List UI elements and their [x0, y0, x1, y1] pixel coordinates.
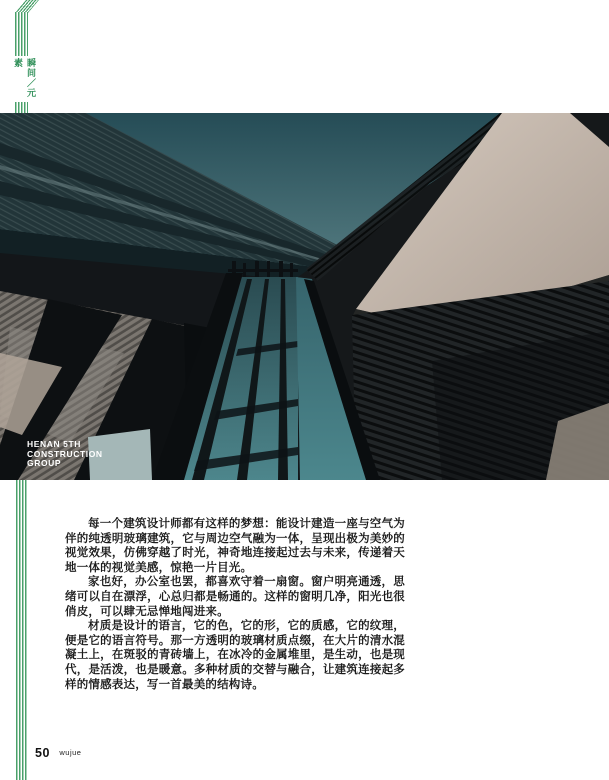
architecture-photo [0, 113, 609, 480]
green-ribbon-bottom [16, 480, 27, 780]
article-paragraph-3: 材质是设计的语言，它的色，它的形，它的质感，它的纹理，便是它的语言符号。那一方透明的玻璃材质点缀，在大片的清水混凝土上，在斑驳的青砖墙上，在冰冷的金属堆里，是生动，也是现代，是活泼，也是暖意。多种材质的交替与融合，让建筑连接起多样的情感表达，写一首最美的结构诗。 [65, 620, 405, 691]
green-ribbon-top [15, 12, 28, 56]
caption-line-1: HENAN 5TH [27, 439, 82, 449]
footer-brand: wujue [59, 748, 82, 757]
page-footer [35, 744, 81, 762]
page-number: 50 [35, 746, 50, 760]
article-paragraph-2: 家也好，办公室也罢，都喜欢守着一扇窗。窗户明亮通透，思绪可以自在漂浮，心总归都是畅通的。这样的窗明几净，阳光也很俏皮，可以肆无忌惮地闯进来。 [65, 576, 405, 618]
article-body [65, 517, 405, 692]
article-paragraph-1: 每一个建筑设计师都有这样的梦想：能设计建造一座与空气为伴的纯透明玻璃建筑，它与周边空气融为一体，呈现出极为美妙的视觉效果，仿佛穿越了时光，神奇地连接起过去与未来，传递着天地一体的视觉美感，惊艳一片目光。 [65, 518, 405, 574]
green-ribbon-mid [15, 102, 28, 113]
section-label-vertical: 瞬间／元素 [13, 58, 36, 98]
caption-line-2: CONSTRUCTION [27, 448, 103, 459]
photo-caption [27, 440, 103, 469]
skyscraper-illustration [0, 113, 609, 480]
caption-line-3: GROUP [27, 458, 62, 468]
